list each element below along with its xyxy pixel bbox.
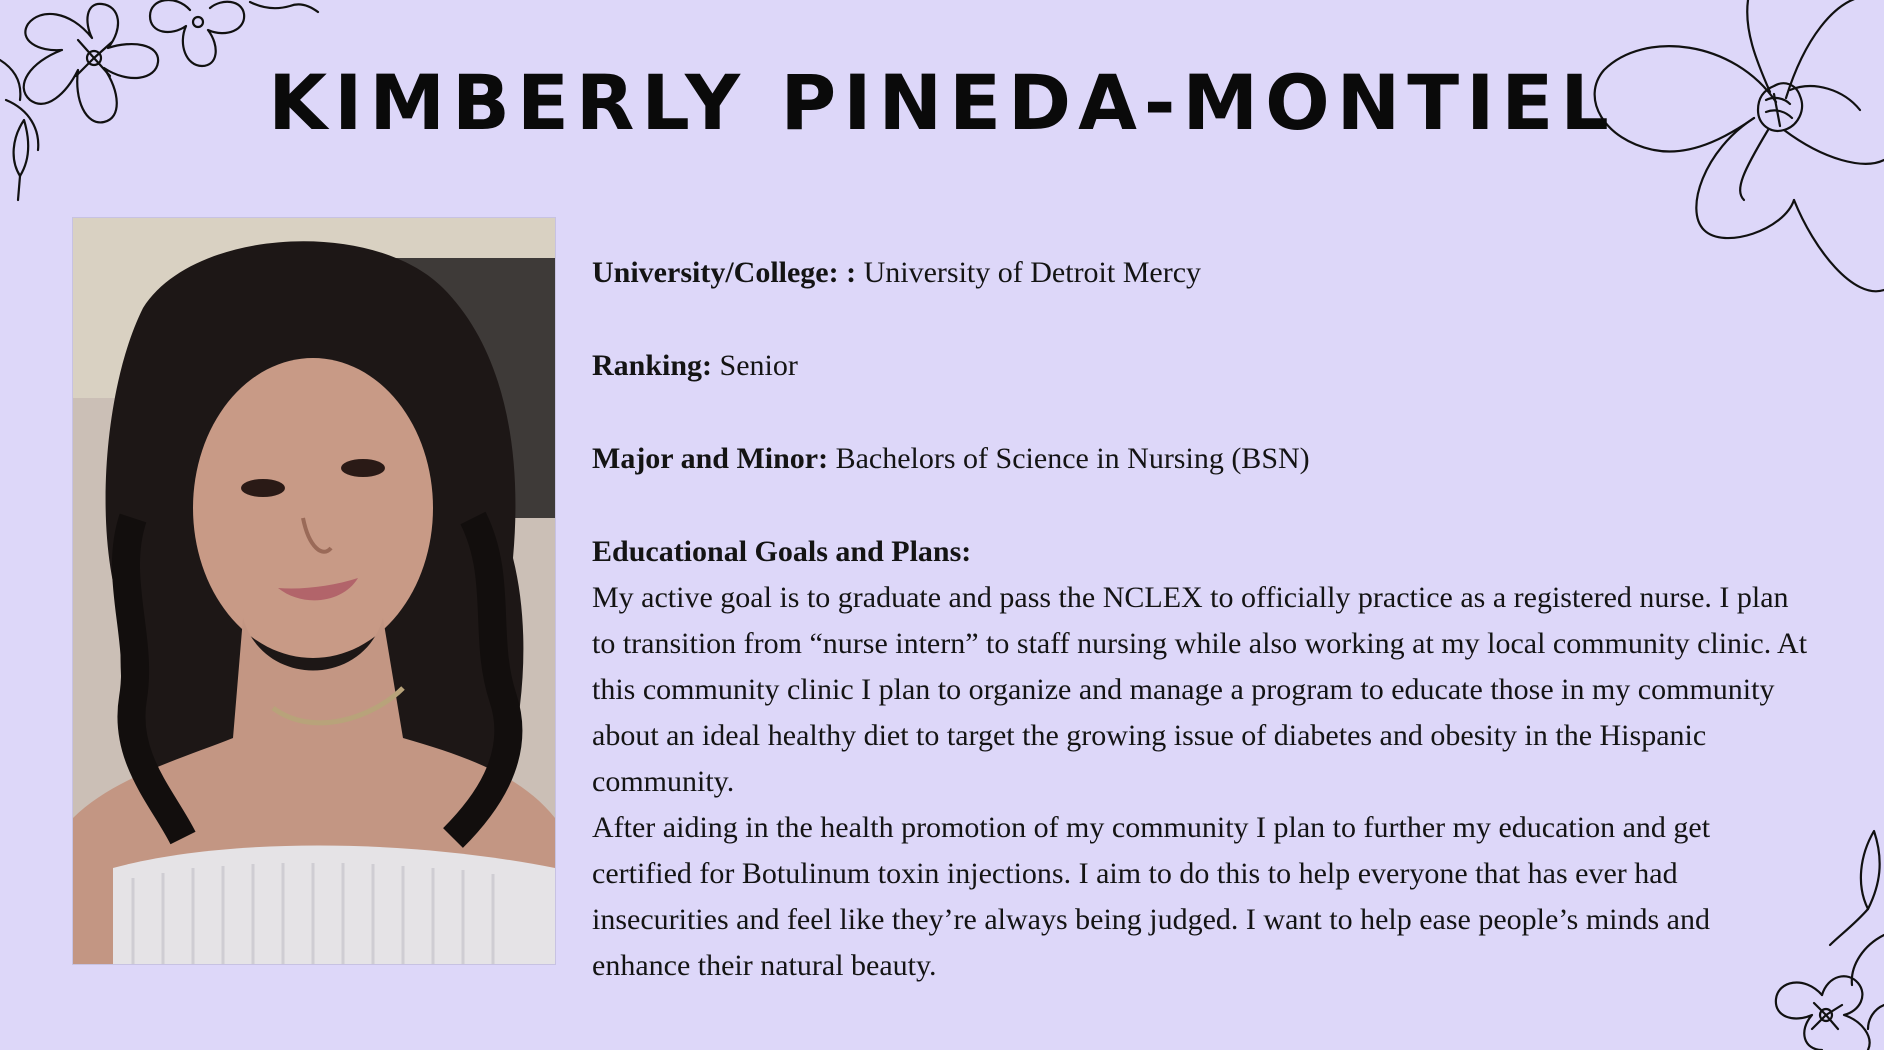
major-field xyxy=(592,436,1812,482)
university-label: University/College: : xyxy=(592,256,857,289)
major-label: Major and Minor: xyxy=(592,442,829,475)
university-value: University of Detroit Mercy xyxy=(856,256,1202,289)
ranking-field xyxy=(592,343,1812,389)
page-title: KIMBERLY PINEDA-MONTIEL xyxy=(268,58,1616,147)
ranking-label: Ranking: xyxy=(592,349,713,382)
profile-photo xyxy=(72,217,556,965)
university-field xyxy=(592,250,1812,296)
goals-paragraph-1: My active goal is to graduate and pass the NCLEX to officially practice as a registered nurse. I plan to transition from “nurse intern” to staff nursing while also working at my local community clinic. At this community clinic I plan to organize and manage a program to educate those in my community about an ideal healthy diet to target the growing issue of diabetes and obesity in the Hispanic community. xyxy=(592,581,1808,798)
profile-info xyxy=(592,250,1812,989)
ranking-value: Senior xyxy=(712,349,798,382)
goals-paragraph-2: After aiding in the health promotion of my community I plan to further my education and get certified for Botulinum toxin injections. I aim to do this to help everyone that has ever had insecurities and feel like they’re always being judged. I want to help ease people’s minds and enhance their natural beauty. xyxy=(592,811,1711,982)
goals-heading: Educational Goals and Plans: xyxy=(592,535,972,568)
major-value: Bachelors of Science in Nursing (BSN) xyxy=(828,442,1310,475)
